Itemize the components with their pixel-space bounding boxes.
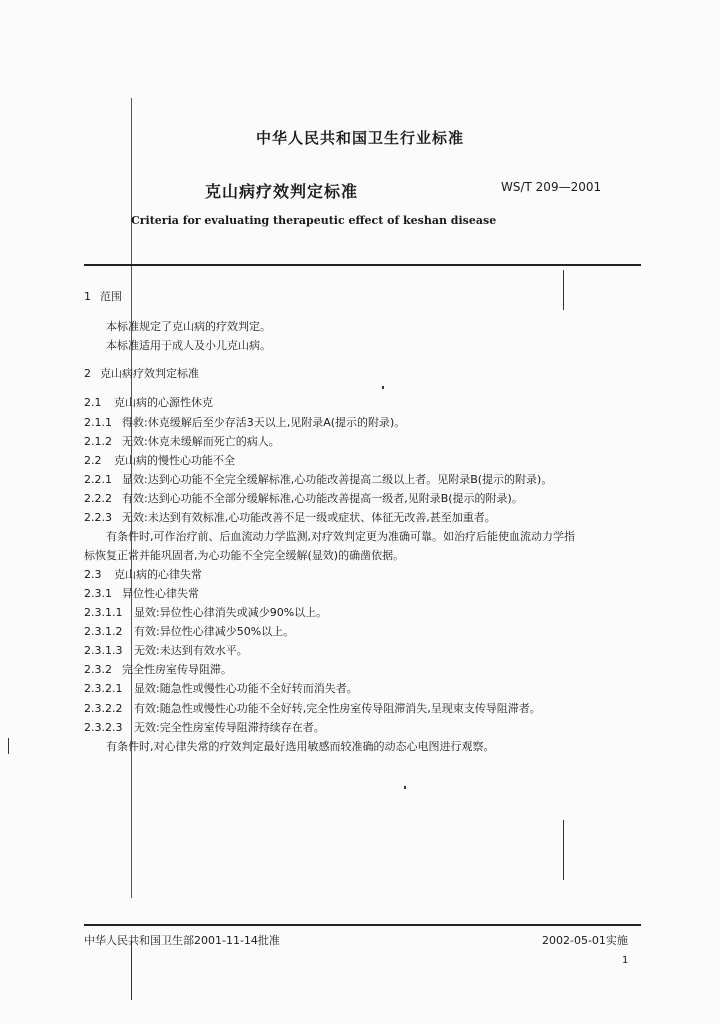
standard-code: WS/T 209—2001 [501, 180, 602, 194]
scan-artifact [404, 786, 406, 789]
scan-artifact [131, 940, 132, 1000]
clause: 2.3.1 异位性心律失常 [84, 587, 199, 600]
clause: 2.3.1.1 显效:异位性心律消失或减少90%以上。 [84, 606, 328, 619]
clause: 2.2.3 无效:未达到有效标准,心功能改善不足一级或症状、体征无改善,甚至加重者。 [84, 511, 496, 524]
section-1: 1 范围 [84, 290, 122, 303]
scan-artifact [8, 738, 9, 754]
paragraph: 本标准规定了克山病的疗效判定。 [106, 320, 271, 333]
paragraph: 有条件时,可作治疗前、后血流动力学监测,对疗效判定更为准确可靠。如治疗后能使血流动力学指 [106, 530, 575, 543]
scan-artifact [382, 386, 384, 389]
scan-artifact [563, 820, 564, 880]
section-2: 2 克山病疗效判定标准 [84, 367, 199, 380]
approval-date: 中华人民共和国卫生部2001-11-14批准 [84, 934, 280, 947]
clause: 2.1.2 无效:休克未缓解而死亡的病人。 [84, 435, 280, 448]
effective-date: 2002-05-01实施 [542, 934, 628, 947]
header-org: 中华人民共和国卫生行业标准 [255, 129, 464, 147]
paragraph: 有条件时,对心律失常的疗效判定最好选用敏感而较准确的动态心电图进行观察。 [106, 740, 495, 753]
clause: 2.3 克山病的心律失常 [84, 568, 202, 581]
clause: 2.3.2.1 显效:随急性或慢性心功能不全好转而消失者。 [84, 682, 358, 695]
clause: 2.3.2 完全性房室传导阻滞。 [84, 663, 232, 676]
clause: 2.2.2 有效:达到心功能不全部分缓解标准,心功能改善提高一级者,见附录B(提示的附录)。 [84, 492, 523, 505]
clause: 2.1.1 得救:休克缓解后至少存活3天以上,见附录A(提示的附录)。 [84, 416, 406, 429]
clause: 2.3.1.2 有效:异位性心律减少50%以上。 [84, 625, 295, 638]
clause: 2.3.2.3 无效:完全性房室传导阻滞持续存在者。 [84, 721, 325, 734]
clause: 2.2.1 显效:达到心功能不全完全缓解标准,心功能改善提高二级以上者。见附录B(提示的附录)。 [84, 473, 553, 486]
top-rule [84, 264, 641, 266]
footer-rule [84, 924, 641, 926]
scan-artifact [563, 270, 564, 310]
clause: 2.3.2.2 有效:随急性或慢性心功能不全好转,完全性房室传导阻滞消失,呈现束支传导阻滞者。 [84, 702, 541, 715]
page-number: 1 [622, 955, 629, 966]
paragraph: 标恢复正常并能巩固者,为心功能不全完全缓解(显效)的确凿依据。 [84, 549, 405, 562]
clause: 2.3.1.3 无效:未达到有效水平。 [84, 644, 248, 657]
doc-title: 克山病疗效判定标准 [205, 182, 359, 201]
paragraph: 本标准适用于成人及小儿克山病。 [106, 339, 271, 352]
english-title: Criteria for evaluating therapeutic effect of keshan disease [131, 214, 497, 227]
clause: 2.1 克山病的心源性休克 [84, 396, 213, 409]
clause: 2.2 克山病的慢性心功能不全 [84, 454, 235, 467]
